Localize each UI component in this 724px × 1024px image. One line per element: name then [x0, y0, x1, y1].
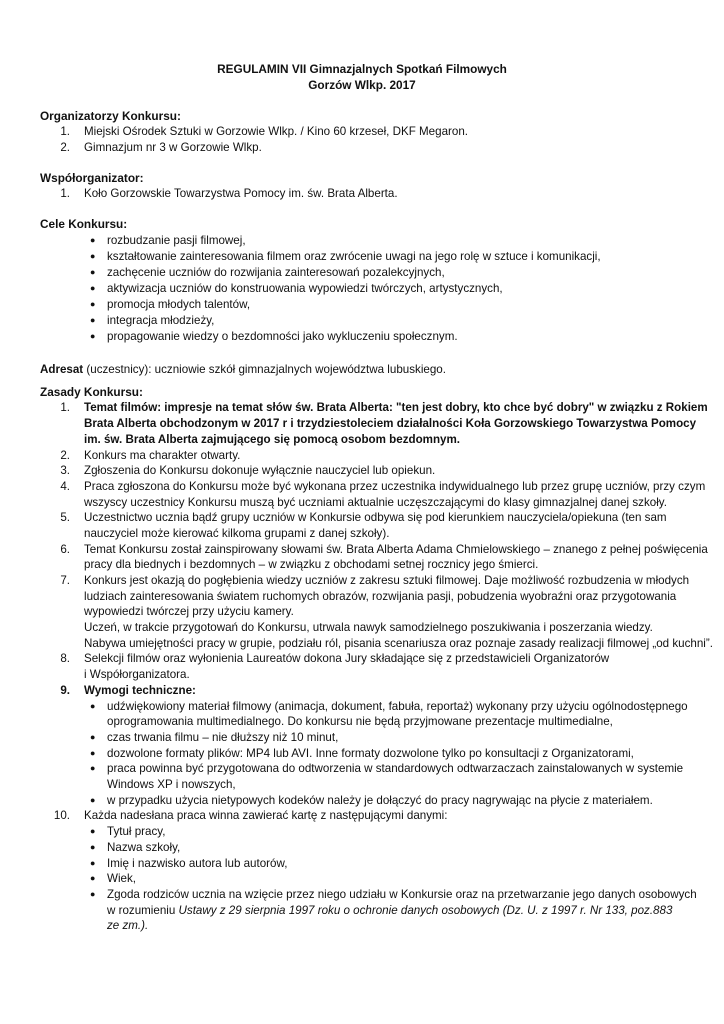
rule-7-line: wypowiedzi twórczej przy użyciu kamery. [84, 605, 294, 618]
rule-5-line: Uczestnictwo ucznia bądź grupy uczniów w Konkursie odbywa się pod kierunkiem nauczyciela/opiekuna (ten sam [84, 511, 667, 524]
list-item: Tytuł pracy, [107, 825, 166, 838]
rule-6-line: Temat Konkursu został zainspirowany słowami św. Brata Alberta Adama Chmielowskiego – znanego z pełnej poświęcenia [84, 543, 708, 556]
list-number: 1. [60, 187, 70, 200]
list-item: Gimnazjum nr 3 w Gorzowie Wlkp. [84, 141, 262, 154]
document-title: REGULAMIN VII Gimnazjalnych Spotkań Filmowych [217, 62, 507, 76]
list-number: 7. [60, 574, 70, 587]
list-number: 4. [60, 480, 70, 493]
rule-6-line: pracy dla biednych i bezdomnych – w związku z obchodami setnej rocznicy jego śmierci. [84, 558, 539, 571]
addressee-text: (uczestnicy): uczniowie szkół gimnazjalnych województwa lubuskiego. [83, 363, 446, 376]
list-item: Miejski Ośrodek Sztuki w Gorzowie Wlkp. / Kino 60 krzeseł, DKF Megaron. [84, 125, 469, 138]
document-subtitle: Gorzów Wlkp. 2017 [308, 78, 416, 92]
rule-8-line: Selekcji filmów oraz wyłonienia Laureatów dokona Jury składające się z przedstawicieli Organizatorów [84, 652, 610, 665]
list-item: Koło Gorzowskie Towarzystwa Pomocy im. św. Brata Alberta. [84, 187, 398, 200]
list-item: rozbudzanie pasji filmowej, [107, 234, 246, 247]
bullet-icon: ● [90, 795, 96, 805]
rule-4-line: Praca zgłoszona do Konkursu może być wykonana przez uczestnika indywidualnego lub przez grupę uczniów, przy czym [84, 480, 706, 493]
consent-prefix: w rozumieniu [107, 904, 179, 917]
list-number: 6. [60, 543, 70, 556]
rule-4-line: wszyscy uczestnicy Konkursu muszą być uczniami aktualnie uczęszczającymi do klasy gimnazjalnej danej szkoły. [84, 496, 667, 509]
list-item: zachęcenie uczniów do rozwijania zainteresowań pozalekcyjnych, [107, 266, 445, 279]
bullet-icon: ● [90, 315, 96, 325]
goals-heading: Cele Konkursu: [40, 217, 128, 231]
list-item: udźwiękowiony materiał filmowy (animacja, dokument, fabuła, reportaż) wykonany przy użyciu ogólnodostępnego [107, 700, 688, 713]
bullet-icon: ● [90, 889, 96, 899]
consent-line [107, 903, 672, 918]
bullet-icon: ● [90, 763, 96, 773]
rule-7-line: Nabywa umiejętności pracy w grupie, podziału ról, pisania scenariusza oraz poznaje zasady realizacji filmowej „od kuchni”. [84, 637, 713, 650]
consent-law-end: ze zm.). [107, 919, 149, 932]
rule-5-line: nauczyciel może kierować kilkoma grupami z danej szkoły). [84, 527, 390, 540]
bullet-icon: ● [90, 701, 96, 711]
list-item: Windows XP i nowszych, [107, 778, 236, 791]
rule-7-line: Konkurs jest okazją do pogłębienia wiedzy uczniów z zakresu sztuki filmowej. Daje możliwość rozbudzenia w młodych [84, 574, 690, 587]
list-number: 10. [53, 809, 70, 822]
list-item: dozwolone formaty plików: MP4 lub AVI. Inne formaty dozwolone tylko po konsultacji z Organizatorami, [107, 747, 634, 760]
bullet-icon: ● [90, 858, 96, 868]
list-number: 2. [60, 449, 70, 462]
list-number: 9. [60, 684, 70, 697]
list-item: praca powinna być przygotowana do odtworzenia w standardowych odtwarzaczach zainstalowanych w systemie [107, 762, 684, 775]
rule-3-line: Zgłoszenia do Konkursu dokonuje wyłącznie nauczyciel lub opiekun. [84, 464, 436, 477]
bullet-icon: ● [90, 283, 96, 293]
list-number: 1. [60, 125, 70, 138]
list-number: 5. [60, 511, 70, 524]
list-item: w przypadku użycia nietypowych kodeków należy je dołączyć do pracy nagrywając na płycie z materiałem. [107, 794, 653, 807]
rule-7-line: Uczeń, w trakcie przygotowań do Konkursu, utrwala nawyk samodzielnego poszukiwania i poszerzania wiedzy. [84, 621, 653, 634]
list-item: integracja młodzieży, [107, 314, 215, 327]
list-item: Wiek, [107, 872, 136, 885]
addressee-line [40, 362, 446, 377]
rule-10-intro: Każda nadesłana praca winna zawierać kartę z następującymi danymi: [84, 809, 448, 822]
bullet-icon: ● [90, 732, 96, 742]
coorganizer-heading: Współorganizator: [40, 171, 144, 185]
bullet-icon: ● [90, 267, 96, 277]
list-item: Zgoda rodziców ucznia na wzięcie przez niego udziału w Konkursie oraz na przetwarzanie jego danych osobowych [107, 888, 697, 901]
rule-1-line: Brata Alberta obchodzonym w 2017 r i trzydziestoleciem działalności Koła Gorzowskiego Towarzystwa Pomocy [84, 417, 697, 430]
list-item: Nazwa szkoły, [107, 841, 181, 854]
rule-7-line: ludziach zainteresowania światem ruchomych obrazów, rozwijania pasji, pobudzenia wyobraźni oraz przygotowania [84, 590, 677, 603]
list-item: promocja młodych talentów, [107, 298, 251, 311]
bullet-icon: ● [90, 235, 96, 245]
bullet-icon: ● [90, 299, 96, 309]
list-item: propagowanie wiedzy o bezdomności jako wykluczeniu społecznym. [107, 330, 458, 343]
list-item: kształtowanie zainteresowania filmem oraz zwrócenie uwagi na jego rolę w sztuce i komunikacji, [107, 250, 601, 263]
list-number: 2. [60, 141, 70, 154]
bullet-icon: ● [90, 748, 96, 758]
rule-8-line: i Współorganizatora. [84, 668, 190, 681]
rule-1-line: im. św. Brata Alberta zajmującego się pomocą osobom bezdomnym. [84, 433, 461, 446]
rule-1-line: Temat filmów: impresje na temat słów św. Brata Alberta: "ten jest dobry, kto chce być dobry" w związku z Rokiem [84, 401, 708, 414]
bullet-icon: ● [90, 873, 96, 883]
bullet-icon: ● [90, 826, 96, 836]
rule-9-heading: Wymogi techniczne: [84, 684, 196, 697]
bullet-icon: ● [90, 251, 96, 261]
list-item: aktywizacja uczniów do konstruowania wypowiedzi twórczych, artystycznych, [107, 282, 503, 295]
list-item: oprogramowania multimedialnego. Do konkursu nie będą przyjmowane prezentacje multimedialne, [107, 715, 613, 728]
bullet-icon: ● [90, 842, 96, 852]
list-item: czas trwania filmu – nie dłuższy niż 10 minut, [107, 731, 339, 744]
list-number: 8. [60, 652, 70, 665]
organizers-heading: Organizatorzy Konkursu: [40, 109, 181, 123]
rule-2-line: Konkurs ma charakter otwarty. [84, 449, 241, 462]
bullet-icon: ● [90, 331, 96, 341]
list-number: 1. [60, 401, 70, 414]
list-item: Imię i nazwisko autora lub autorów, [107, 857, 288, 870]
addressee-label: Adresat [40, 363, 84, 376]
consent-law: Ustawy z 29 sierpnia 1997 roku o ochronie danych osobowych (Dz. U. z 1997 r. Nr 133, poz.883 [178, 904, 673, 917]
rules-heading: Zasady Konkursu: [40, 385, 143, 399]
list-number: 3. [60, 464, 70, 477]
